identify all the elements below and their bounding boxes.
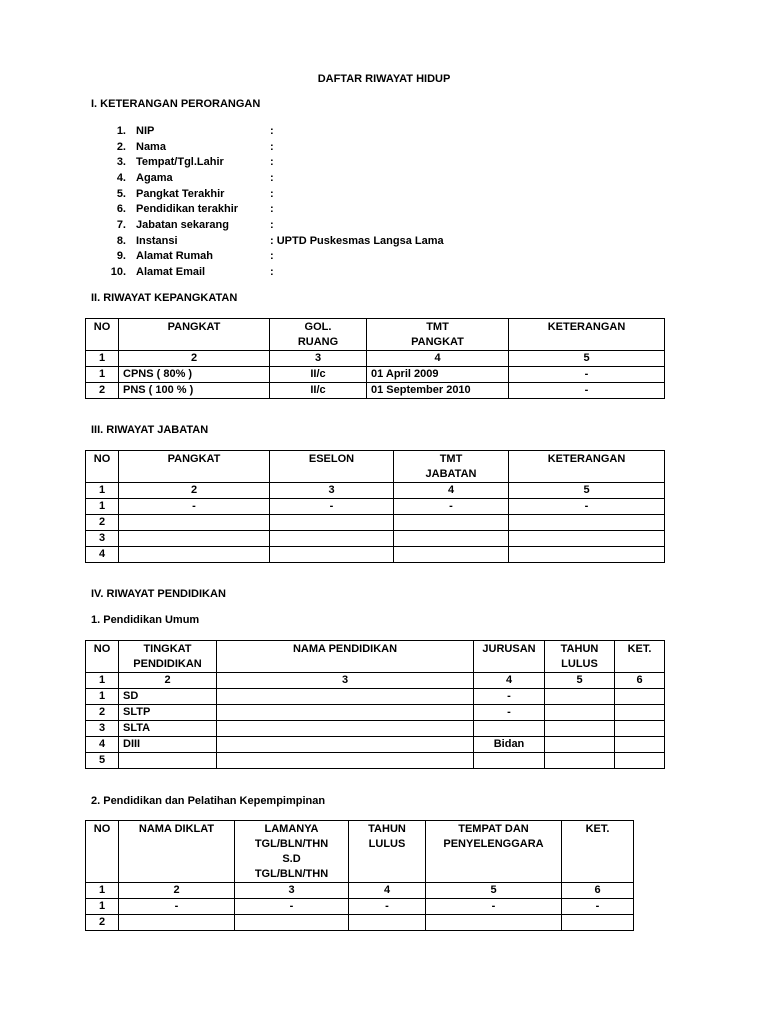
field-number: 1. [116, 125, 126, 137]
column-header: TAHUN LULUS [545, 641, 615, 673]
table-cell: - [509, 367, 665, 383]
column-header: PANGKAT [119, 319, 270, 351]
table-cell [119, 753, 217, 769]
section-1-heading: I. KETERANGAN PERORANGAN [91, 98, 261, 110]
table-header-row [86, 821, 634, 883]
table-cell: 3 [235, 883, 349, 899]
table-cell [270, 515, 394, 531]
table-cell [217, 737, 474, 753]
table-cell: - [474, 705, 545, 721]
table-row [86, 737, 665, 753]
table-cell: 6 [562, 883, 634, 899]
column-header: TMT JABATAN [394, 451, 509, 483]
field-value-instansi: : UPTD Puskesmas Langsa Lama [270, 235, 444, 247]
table-cell: 3 [86, 531, 119, 547]
table-cell: 5 [509, 483, 665, 499]
pendidikan-umum-table [85, 640, 665, 769]
table-cell [474, 721, 545, 737]
table-cell: II/c [270, 367, 367, 383]
table-cell [562, 915, 634, 931]
table-cell: 4 [86, 737, 119, 753]
table-cell [545, 721, 615, 737]
column-header: NO [86, 821, 119, 883]
field-label-nama: Nama [136, 141, 166, 153]
table-cell [615, 721, 665, 737]
table-cell [119, 515, 270, 531]
table-cell: 2 [86, 515, 119, 531]
table-cell: 6 [615, 673, 665, 689]
table-cell: - [235, 899, 349, 915]
table-cell: 2 [86, 915, 119, 931]
table-cell: 2 [119, 351, 270, 367]
table-cell: 1 [86, 689, 119, 705]
table-row [86, 351, 665, 367]
column-header: NO [86, 319, 119, 351]
field-value-alamat-rumah: : [270, 250, 274, 262]
column-header: ESELON [270, 451, 394, 483]
field-number: 7. [116, 219, 126, 231]
table-cell: 1 [86, 351, 119, 367]
field-number: 4. [116, 172, 126, 184]
table-cell [509, 547, 665, 563]
column-header: KETERANGAN [509, 319, 665, 351]
field-label-agama: Agama [136, 172, 173, 184]
field-number: 3. [116, 156, 126, 168]
pelatihan-heading: 2. Pendidikan dan Pelatihan Kepempimpinan [91, 795, 326, 807]
field-label-alamat-email: Alamat Email [136, 266, 206, 278]
table-cell: - [349, 899, 426, 915]
table-cell [217, 705, 474, 721]
table-cell [615, 705, 665, 721]
field-label-instansi: Instansi [136, 235, 178, 247]
table-cell [474, 753, 545, 769]
table-row [86, 753, 665, 769]
table-cell [615, 689, 665, 705]
table-cell: 2 [119, 673, 217, 689]
table-cell: 5 [86, 753, 119, 769]
table-cell: 01 April 2009 [367, 367, 509, 383]
table-row [86, 483, 665, 499]
section-4-heading: IV. RIWAYAT PENDIDIKAN [91, 588, 226, 600]
pelatihan-table [85, 820, 634, 931]
table-row [86, 367, 665, 383]
table-cell: - [509, 383, 665, 399]
table-row [86, 705, 665, 721]
table-cell: CPNS ( 80% ) [119, 367, 270, 383]
table-cell: 3 [270, 483, 394, 499]
table-cell: Bidan [474, 737, 545, 753]
table-cell [217, 689, 474, 705]
table-cell: 2 [119, 483, 270, 499]
field-value-jabatan: : [270, 219, 274, 231]
field-value-nip: : [270, 125, 274, 137]
table-cell [119, 915, 235, 931]
table-header-row [86, 319, 665, 351]
table-cell: - [426, 899, 562, 915]
column-header: GOL. RUANG [270, 319, 367, 351]
table-cell: - [509, 499, 665, 515]
field-number: 10. [110, 266, 126, 278]
table-cell: 3 [86, 721, 119, 737]
column-header: TINGKAT PENDIDIKAN [119, 641, 217, 673]
field-number: 8. [116, 235, 126, 247]
column-header: TAHUN LULUS [349, 821, 426, 883]
column-header: NAMA DIKLAT [119, 821, 235, 883]
table-row [86, 689, 665, 705]
column-header: PANGKAT [119, 451, 270, 483]
table-cell: - [474, 689, 545, 705]
table-cell [509, 515, 665, 531]
table-cell: 2 [86, 383, 119, 399]
table-cell: 1 [86, 883, 119, 899]
column-header: KET. [615, 641, 665, 673]
field-label-jabatan: Jabatan sekarang [136, 219, 229, 231]
table-cell: 01 September 2010 [367, 383, 509, 399]
section-2-heading: II. RIWAYAT KEPANGKATAN [91, 292, 238, 304]
table-cell [394, 515, 509, 531]
table-cell [545, 737, 615, 753]
field-number: 6. [116, 203, 126, 215]
column-header: NO [86, 641, 119, 673]
field-value-alamat-email: : [270, 266, 274, 278]
field-value-agama: : [270, 172, 274, 184]
column-header: NAMA PENDIDIKAN [217, 641, 474, 673]
table-cell: 1 [86, 673, 119, 689]
table-cell: - [562, 899, 634, 915]
table-row [86, 721, 665, 737]
table-row [86, 515, 665, 531]
table-cell: 2 [86, 705, 119, 721]
table-row [86, 383, 665, 399]
table-cell [270, 531, 394, 547]
column-header: JURUSAN [474, 641, 545, 673]
column-header: TEMPAT DAN PENYELENGGARA [426, 821, 562, 883]
table-row [86, 915, 634, 931]
table-cell [426, 915, 562, 931]
table-row [86, 499, 665, 515]
table-cell: 4 [394, 483, 509, 499]
table-cell: - [270, 499, 394, 515]
field-number: 5. [116, 188, 126, 200]
table-cell: 5 [426, 883, 562, 899]
table-cell: 4 [474, 673, 545, 689]
field-label-pendidikan: Pendidikan terakhir [136, 203, 239, 215]
table-cell [119, 531, 270, 547]
section-3-heading: III. RIWAYAT JABATAN [91, 424, 209, 436]
table-cell: - [119, 899, 235, 915]
table-cell: - [394, 499, 509, 515]
table-cell: 4 [86, 547, 119, 563]
table-row [86, 899, 634, 915]
table-cell: 5 [545, 673, 615, 689]
table-cell [545, 705, 615, 721]
field-value-pangkat: : [270, 188, 274, 200]
table-cell: 3 [270, 351, 367, 367]
table-cell: 1 [86, 483, 119, 499]
table-row [86, 883, 634, 899]
kepangkatan-table [85, 318, 665, 399]
pendidikan-umum-heading: 1. Pendidikan Umum [91, 614, 200, 626]
field-value-pendidikan: : [270, 203, 274, 215]
table-cell [119, 547, 270, 563]
column-header: KET. [562, 821, 634, 883]
table-cell [615, 737, 665, 753]
field-label-nip: NIP [136, 125, 155, 137]
table-cell: - [119, 499, 270, 515]
table-cell: 1 [86, 499, 119, 515]
field-label-tempat-lahir: Tempat/Tgl.Lahir [136, 156, 224, 168]
table-header-row [86, 641, 665, 673]
field-label-alamat-rumah: Alamat Rumah [136, 250, 214, 262]
table-cell [394, 531, 509, 547]
table-cell: SLTP [119, 705, 217, 721]
field-number: 2. [116, 141, 126, 153]
table-cell: 3 [217, 673, 474, 689]
document-title: DAFTAR RIWAYAT HIDUP [317, 73, 451, 85]
table-row [86, 531, 665, 547]
table-cell: 4 [349, 883, 426, 899]
table-cell [235, 915, 349, 931]
column-header: LAMANYA TGL/BLN/THN S.D TGL/BLN/THN [235, 821, 349, 883]
table-cell: 2 [119, 883, 235, 899]
table-cell [217, 721, 474, 737]
table-cell: II/c [270, 383, 367, 399]
field-value-nama: : [270, 141, 274, 153]
table-cell [545, 689, 615, 705]
table-cell [394, 547, 509, 563]
column-header: TMT PANGKAT [367, 319, 509, 351]
table-cell [545, 753, 615, 769]
table-row [86, 673, 665, 689]
table-row [86, 547, 665, 563]
table-cell [270, 547, 394, 563]
field-label-pangkat: Pangkat Terakhir [136, 188, 225, 200]
table-cell: SD [119, 689, 217, 705]
jabatan-table [85, 450, 665, 563]
table-header-row [86, 451, 665, 483]
table-cell: SLTA [119, 721, 217, 737]
table-cell [217, 753, 474, 769]
table-cell: 1 [86, 367, 119, 383]
field-value-tempat-lahir: : [270, 156, 274, 168]
table-cell [615, 753, 665, 769]
field-number: 9. [116, 250, 126, 262]
column-header: KETERANGAN [509, 451, 665, 483]
table-cell: 4 [367, 351, 509, 367]
table-cell [349, 915, 426, 931]
table-cell: DIII [119, 737, 217, 753]
table-cell: 5 [509, 351, 665, 367]
table-cell [509, 531, 665, 547]
column-header: NO [86, 451, 119, 483]
table-cell: 1 [86, 899, 119, 915]
table-cell: PNS ( 100 % ) [119, 383, 270, 399]
